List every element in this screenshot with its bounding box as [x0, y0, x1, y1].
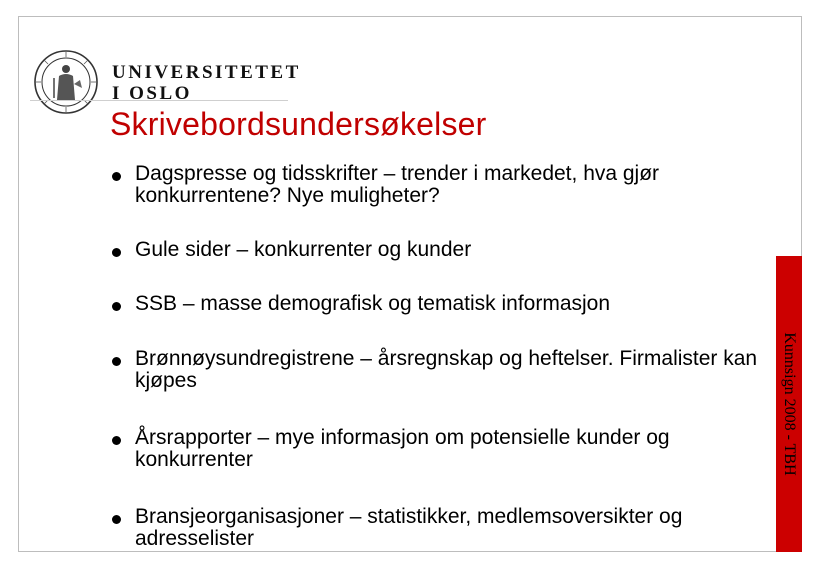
bullet-text: Gule sider – konkurrenter og kunder — [135, 238, 472, 261]
footer-side-tab — [776, 256, 802, 552]
bullet-text: Brønnøysundregistrene – årsregnskap og heftelser. Firmalister kan kjøpes — [135, 347, 758, 392]
bullet-icon — [112, 302, 121, 311]
bullet-text: Dagspresse og tidsskrifter – trender i markedet, hva gjør konkurrentene? Nye muligheter? — [135, 162, 660, 207]
bullet-text: SSB – masse demografisk og tematisk informasjon — [135, 292, 611, 315]
logo-line-1: UNIVERSITETET — [112, 62, 301, 83]
logo-line-2: I OSLO — [112, 83, 192, 104]
bullet-icon — [112, 515, 121, 524]
bullet-icon — [112, 436, 121, 445]
page-title: Skrivebordsundersøkelser — [110, 106, 487, 142]
footer-side-text: Kunnsign 2008 - TBH — [781, 332, 798, 476]
bullet-text: Årsrapporter – mye informasjon om potensielle kunder og konkurrenter — [135, 426, 670, 471]
bullet-icon — [112, 357, 121, 366]
bullet-icon — [112, 248, 121, 257]
bullet-icon — [112, 172, 121, 181]
bullet-text: Bransjeorganisasjoner – statistikker, medlemsoversikter og adresselister — [135, 505, 683, 550]
